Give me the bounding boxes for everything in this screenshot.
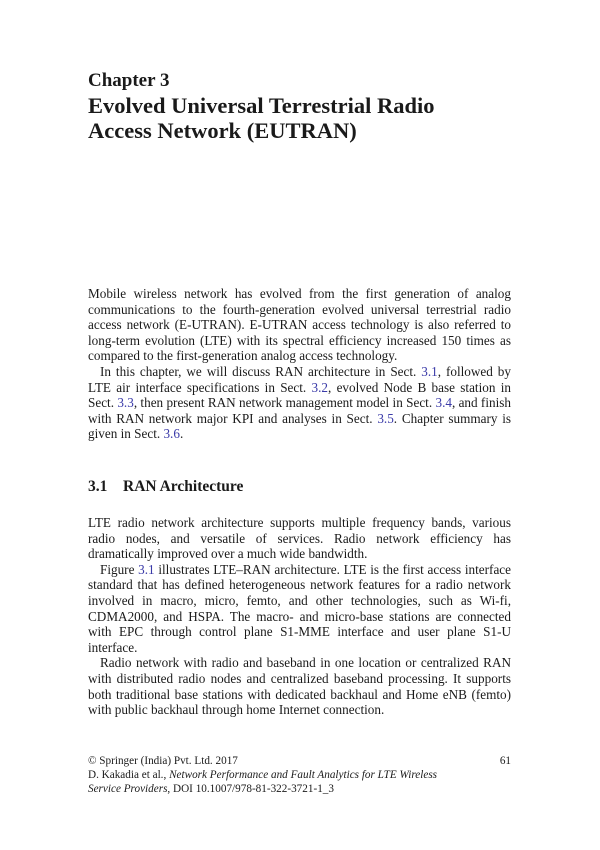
intro-paragraph-2 — [88, 364, 511, 442]
intro-paragraph-1: Mobile wireless network has evolved from the first generation of analog communications to the fourth-generation evolved universal terrestrial radio access network (E-UTRAN). E-UTRAN access technology is also referred to long-term evolution (LTE) with its spectral efficiency increased 150 times as compared to the first-generation analog access technology. — [88, 286, 511, 364]
section-body — [88, 515, 511, 718]
chapter-title — [88, 93, 434, 143]
citation-line-2 — [88, 782, 511, 796]
section-paragraph-3: Radio network with radio and baseband in one location or centralized RAN with distributed radio nodes and centralized baseband processing. It supports both traditional base stations with dedicated backhaul and Home eNB (femto) with public backhaul through home Internet connection. — [88, 655, 511, 718]
chapter-label: Chapter 3 — [88, 70, 170, 91]
text-run: In this chapter, we will discuss RAN architecture in Sect. — [100, 363, 422, 379]
text-run: illustrates LTE–RAN architecture. LTE is the first access interface standard that has defined heterogeneous network features for a radio network involved in macro, micro, femto, and other technologies, such as Wi-fi, CDMA2000, and HSPA. The macro- and micro-base stations are connected with EPC through control plane S1-MME interface and user plane S1-U interface. — [88, 561, 512, 655]
page-number: 61 — [499, 755, 511, 767]
citation-doi: , DOI 10.1007/978-81-322-3721-1_3 — [167, 783, 334, 796]
section-paragraph-2 — [88, 562, 511, 656]
section-link-3-4[interactable]: 3.4 — [435, 395, 452, 411]
section-link-3-2[interactable]: 3.2 — [311, 379, 328, 395]
section-link-3-5[interactable]: 3.5 — [377, 410, 394, 426]
section-heading — [88, 478, 243, 495]
section-paragraph-1: LTE radio network architecture supports multiple frequency bands, various radio nodes, and versatile of services. Radio network efficiency has dramatically improved over a much wide bandwidth. — [88, 515, 511, 562]
text-run: . — [179, 426, 184, 442]
citation-line-1 — [88, 768, 511, 782]
section-number: 3.1 — [88, 478, 108, 495]
copyright-line: © Springer (India) Pvt. Ltd. 2017 — [88, 755, 238, 767]
section-link-3-6[interactable]: 3.6 — [163, 426, 180, 442]
chapter-title-line-2: Access Network (EUTRAN) — [88, 118, 357, 143]
chapter-intro — [88, 286, 511, 442]
page-footer — [88, 754, 511, 797]
text-run: , followed by LTE air interface specifications in Sect. — [88, 363, 511, 395]
text-run: , and finish with RAN network major KPI and analyses in Sect. — [88, 395, 511, 426]
text-run: Figure — [100, 561, 139, 577]
chapter-title-line-1: Evolved Universal Terrestrial Radio — [88, 93, 435, 118]
citation-book-title: Network Performance and Fault Analytics for LTE Wireless — [169, 769, 438, 782]
section-title: RAN Architecture — [123, 478, 244, 495]
citation-authors: D. Kakadia et al., — [88, 769, 170, 782]
section-link-3-1[interactable]: 3.1 — [421, 363, 438, 379]
text-run: . Chapter summary is given in Sect. — [88, 410, 511, 442]
figure-link-3-1[interactable]: 3.1 — [138, 561, 155, 577]
text-run: , evolved Node B base station in Sect. — [88, 379, 511, 411]
section-link-3-3[interactable]: 3.3 — [117, 395, 134, 411]
text-run: , then present RAN network management model in Sect. — [133, 395, 436, 411]
citation-book-title-cont: Service Providers — [88, 783, 168, 796]
